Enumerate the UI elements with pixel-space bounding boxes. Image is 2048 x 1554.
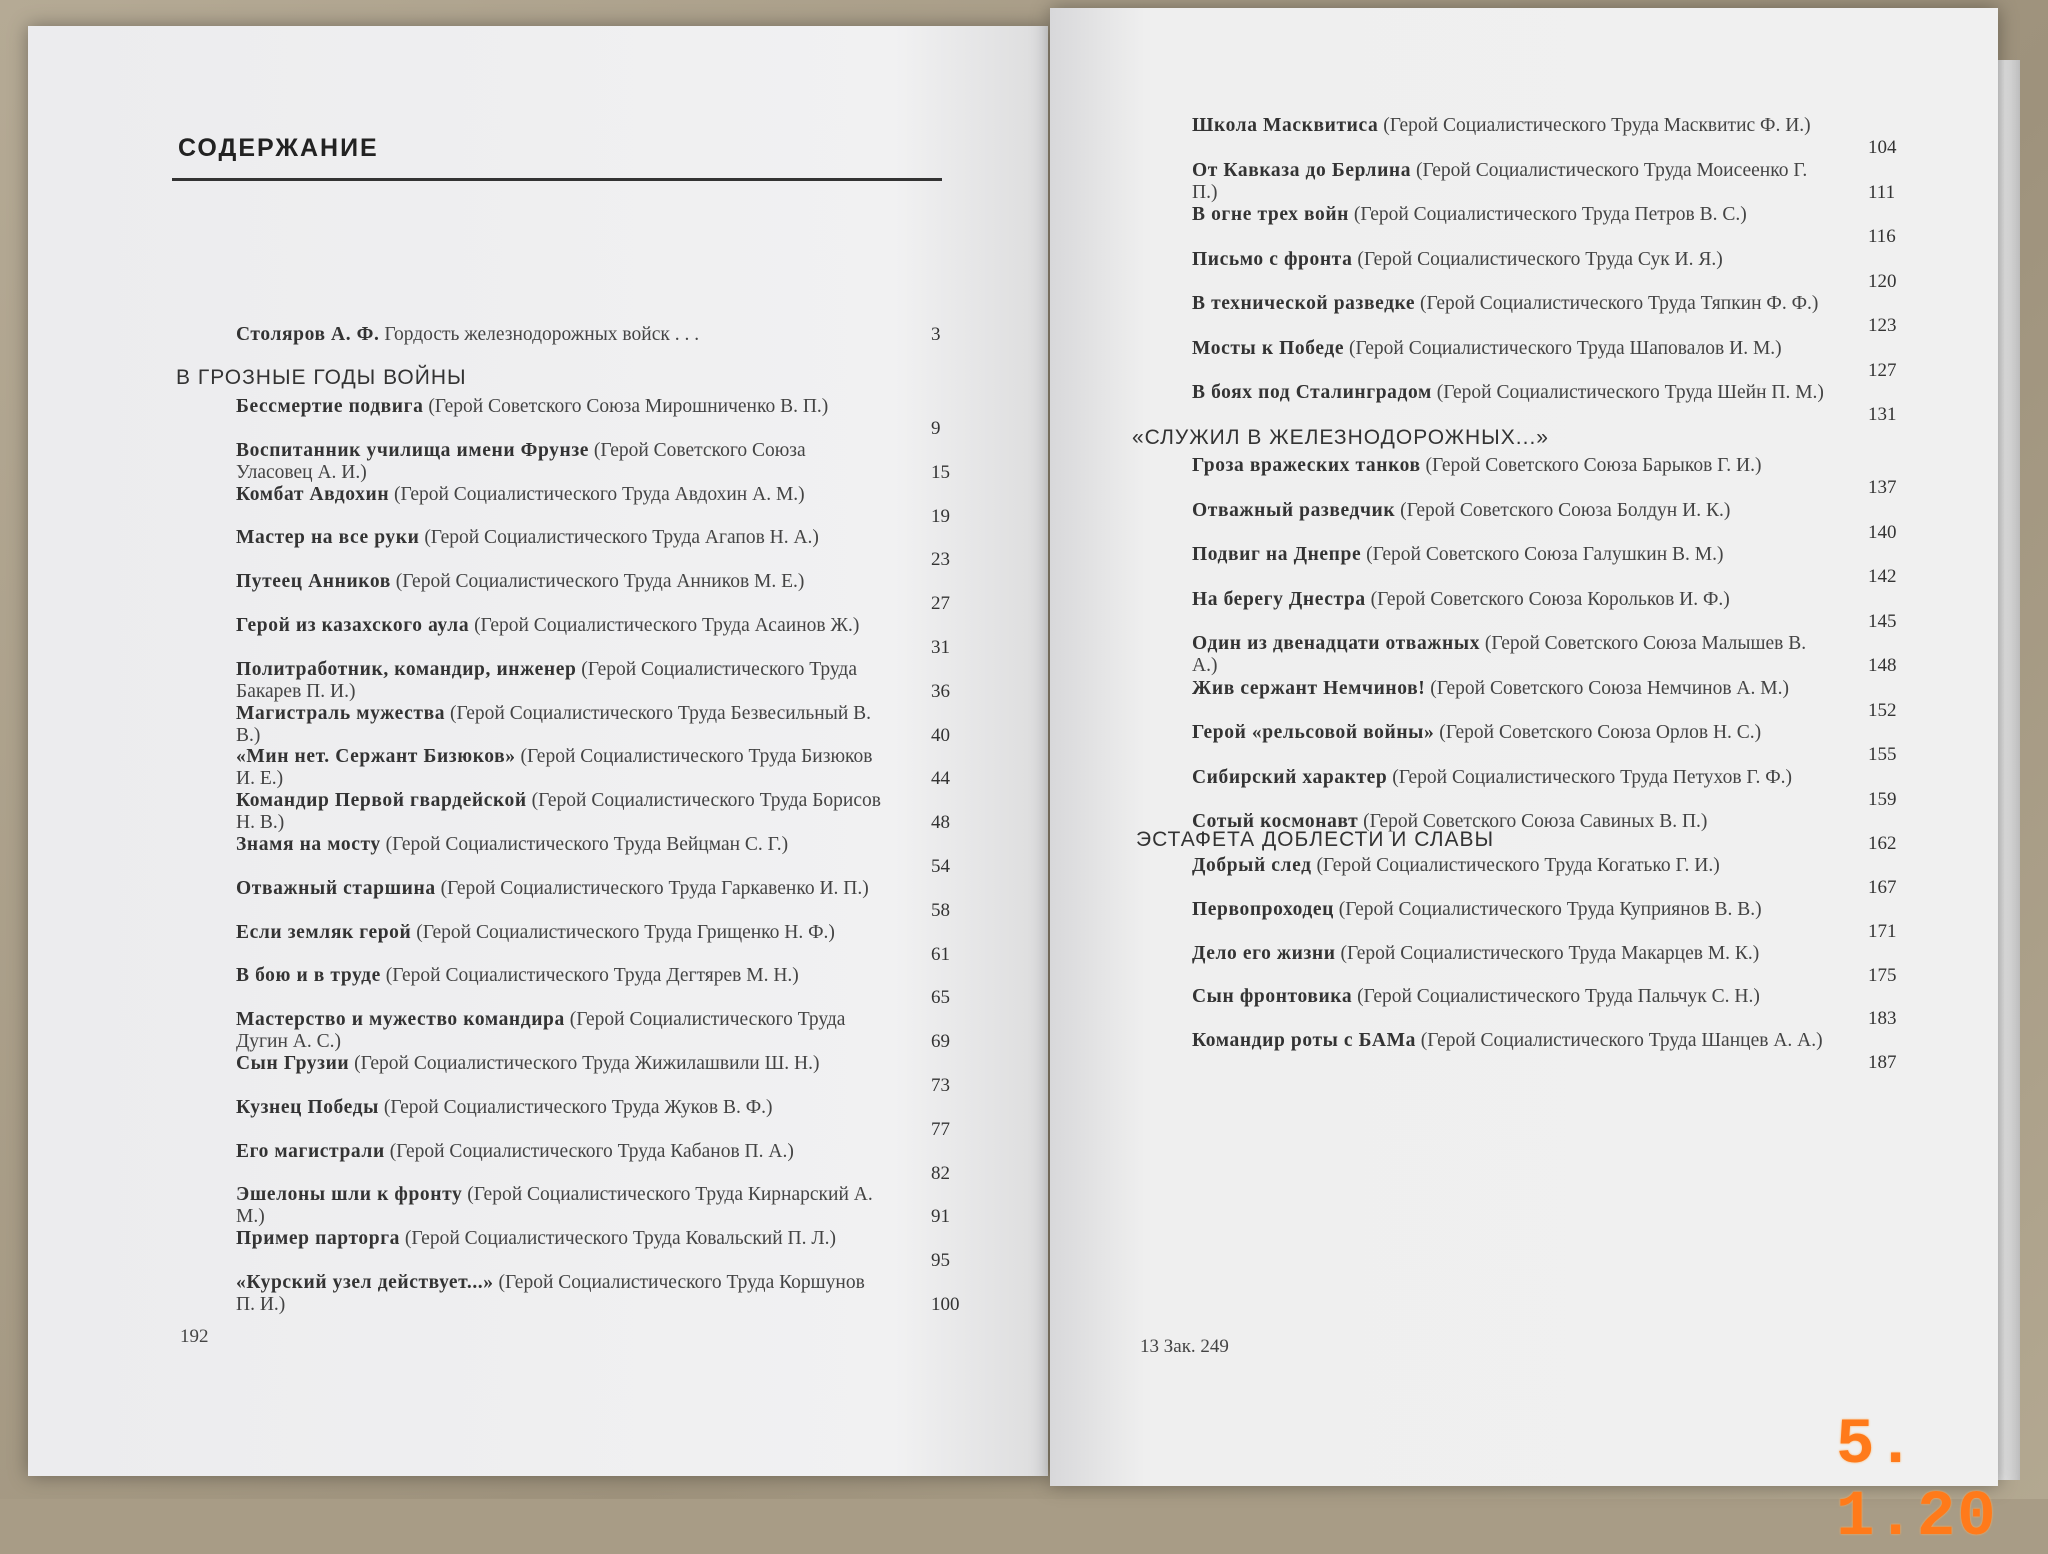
entry-page-number: 58 [931, 899, 950, 921]
toc-entry [1192, 115, 1897, 158]
entry-hero: (Герой Социалистического Труда Анников М. Е.) [390, 571, 805, 593]
entry-title: Комбат Авдохин [236, 483, 390, 505]
entry-title: Подвиг на Днепре [1192, 544, 1362, 565]
entry-page-number: 65 [931, 987, 950, 1009]
entry-page-number: 137 [1868, 477, 1897, 498]
section-heading-2: «СЛУЖИЛ В ЖЕЛЕЗНОДОРОЖНЫХ...» [1132, 426, 1549, 449]
entry-page-number: 104 [1868, 137, 1897, 158]
entry-title: Политработник, командир, инженер [236, 658, 577, 680]
entry-hero: (Герой Социалистического Труда Бизюков И. Е.) [236, 746, 873, 790]
entry-hero: (Герой Социалистического Труда Гаркавенко И. П.) [435, 877, 869, 899]
entry-title: Магистраль мужества [236, 702, 446, 724]
entry-page-number: 44 [931, 768, 950, 790]
entry-hero: (Герой Социалистического Труда Грищенко Н. Ф.) [411, 921, 835, 943]
entry-hero: (Герой Социалистического Труда Кабанов П. А.) [384, 1140, 794, 1162]
toc-entry [236, 527, 950, 571]
entry-hero: (Герой Социалистического Труда Моисеенко Г. П.) [1192, 159, 1808, 203]
entry-page-number: 116 [1868, 226, 1896, 247]
entry-hero: (Герой Социалистического Труда Пальчук С. Н.) [1352, 986, 1760, 1008]
entry-page-number: 187 [1868, 1052, 1897, 1074]
entry-hero: (Герой Социалистического Труда Жуков В. Ф.) [378, 1096, 773, 1118]
entry-hero: (Герой Советского Союза Барыков Г. И.) [1420, 455, 1762, 476]
entry-page-number: 127 [1868, 359, 1897, 381]
entry-title: Мосты к Победе [1192, 337, 1345, 359]
entry-hero: (Герой Советского Союза Мирошниченко В. П.) [423, 396, 829, 417]
camera-date-stamp: 5. 1.20 [1836, 1410, 1998, 1554]
toc-entry [236, 571, 950, 615]
toc-heading: СОДЕРЖАНИЕ [178, 134, 379, 162]
toc-entry [236, 483, 950, 527]
entry-hero: (Герой Социалистического Труда Кирнарский А. М.) [236, 1184, 873, 1228]
entry-title: В огне трех войн [1192, 204, 1350, 225]
toc-entry [1192, 293, 1897, 336]
entry-title: Один из двенадцати отважных [1192, 633, 1481, 654]
entry-page-number: 148 [1868, 655, 1897, 676]
entry-title: Командир роты с БАМа [1192, 1030, 1416, 1052]
entry-hero: (Герой Социалистического Труда Безвесильный В. В.) [236, 702, 872, 746]
entry-page-number: 162 [1868, 833, 1897, 854]
entry-hero: (Герой Социалистического Труда Макарцев М. К.) [1335, 942, 1760, 964]
toc-entry [236, 1140, 950, 1184]
entry-hero: (Герой Социалистического Труда Агапов Н. А.) [419, 527, 819, 549]
entry-title: В бою и в труде [236, 965, 381, 987]
right-folio: 13 Зак. 249 [1140, 1336, 1229, 1357]
entry-page-number: 120 [1868, 270, 1897, 292]
toc-entry [236, 877, 950, 921]
entry-title: Школа Масквитиса [1192, 115, 1379, 136]
toc-entry [1192, 588, 1897, 632]
entry-page-number: 23 [931, 549, 950, 571]
entry-title: Герой из казахского аула [236, 615, 470, 636]
entry-title: Мастер на все руки [236, 527, 420, 549]
toc-entry [1192, 159, 1896, 204]
entry-title: Сибирский характер [1192, 766, 1388, 788]
entry-hero: (Герой Советского Союза Галушкин В. М.) [1361, 544, 1724, 565]
toc-entry [1192, 898, 1897, 942]
entry-page-number: 19 [931, 505, 950, 527]
entry-title: Сын Грузии [236, 1053, 350, 1074]
toc-entry [236, 921, 950, 965]
toc-entry [236, 439, 950, 484]
entry-hero: (Герой Социалистического Труда Шейн П. М.) [1431, 382, 1824, 403]
toc-entry [236, 1053, 950, 1096]
intro-page: 3 [931, 324, 941, 345]
entry-page-number: 171 [1868, 920, 1897, 942]
entry-title: Отважный разведчик [1192, 499, 1396, 521]
entry-title: Эшелоны шли к фронту [236, 1184, 463, 1206]
entry-title: «Мин нет. Сержант Бизюков» [236, 746, 516, 768]
entry-page-number: 27 [931, 593, 950, 615]
toc-entry [1192, 677, 1897, 721]
entry-hero: (Герой Социалистического Труда Жижилашвили Ш. Н.) [349, 1053, 820, 1074]
entry-page-number: 131 [1868, 404, 1897, 425]
toc-entry [236, 965, 950, 1009]
entry-title: В технической разведке [1192, 293, 1416, 314]
entry-page-number: 54 [931, 856, 950, 877]
entry-hero: (Герой Советского Союза Савиных В. П.) [1358, 811, 1708, 832]
entry-page-number: 111 [1868, 181, 1896, 203]
entry-page-number: 95 [931, 1250, 950, 1272]
toc-entry [236, 1228, 950, 1272]
entry-page-number: 69 [931, 1031, 950, 1053]
toc-entry [1192, 544, 1897, 587]
entry-hero: (Герой Советского Союза Орлов Н. С.) [1434, 722, 1762, 743]
entry-hero: (Герой Социалистического Труда Дегтярев М. Н.) [380, 965, 799, 987]
toc-entry [1192, 855, 1897, 898]
entry-page-number: 175 [1868, 964, 1897, 986]
entry-page-number: 77 [931, 1118, 950, 1140]
toc-entry [1192, 942, 1897, 986]
entry-hero: (Герой Социалистического Труда Тяпкин Ф. Ф.) [1415, 293, 1819, 314]
entry-hero: (Герой Социалистического Труда Масквитис Ф. И.) [1378, 115, 1811, 136]
toc-entry [236, 834, 950, 877]
entry-page-number: 15 [931, 461, 950, 483]
entry-page-number: 123 [1868, 315, 1897, 336]
toc-entry [236, 1272, 960, 1316]
entry-title: Кузнец Победы [236, 1096, 379, 1118]
entry-page-number: 183 [1868, 1008, 1897, 1030]
toc-entry [1192, 455, 1897, 498]
entry-hero: (Герой Социалистического Труда Петухов Г. Ф.) [1387, 766, 1792, 788]
entry-title: Первопроходец [1192, 898, 1334, 920]
intro-author: Столяров А. Ф. [236, 324, 380, 345]
toc-entry [1192, 986, 1897, 1030]
entry-hero: (Герой Социалистического Труда Шанцев А. А.) [1415, 1030, 1823, 1052]
entry-title: От Кавказа до Берлина [1192, 159, 1412, 181]
toc-entry [1192, 766, 1897, 810]
entry-title: Знамя на мосту [236, 834, 381, 855]
toc-entry [236, 1184, 950, 1228]
entry-title: В боях под Сталинградом [1192, 382, 1432, 403]
entry-page-number: 91 [931, 1206, 950, 1228]
toc-entry [1192, 204, 1896, 247]
toc-entry [236, 746, 950, 790]
entry-hero: (Герой Социалистического Труда Вейцман С. Г.) [380, 834, 789, 855]
section-heading-3: ЭСТАФЕТА ДОБЛЕСТИ И СЛАВЫ [1136, 828, 1495, 851]
entry-title: Его магистрали [236, 1140, 385, 1162]
entry-title: Дело его жизни [1192, 942, 1336, 964]
intro-entry [236, 324, 941, 346]
entry-title: Пример парторга [236, 1228, 401, 1250]
toc-entry [1192, 382, 1897, 425]
entry-page-number: 140 [1868, 521, 1897, 543]
toc-entry [1192, 722, 1897, 765]
entry-page-number: 48 [931, 812, 950, 834]
entry-hero: (Герой Социалистического Труда Асаинов Ж.) [469, 615, 860, 636]
toc-entry [236, 1009, 950, 1053]
entry-hero: (Герой Социалистического Труда Бакарев П. И.) [236, 658, 857, 702]
entry-title: Гроза вражеских танков [1192, 455, 1421, 476]
toc-entry [236, 615, 950, 658]
entry-hero: (Герой Советского Союза Немчинов А. М.) [1425, 677, 1789, 699]
entry-title: Командир Первой гвардейской [236, 790, 527, 812]
entry-hero: (Герой Советского Союза Болдун И. К.) [1395, 499, 1731, 521]
entry-title: Отважный старшина [236, 877, 436, 899]
right-page [1050, 8, 1998, 1486]
entry-page-number: 142 [1868, 566, 1897, 587]
entry-hero: (Герой Социалистического Труда Ковальский П. Л.) [400, 1228, 836, 1250]
toc-entry [236, 396, 941, 439]
entry-hero: (Герой Социалистического Труда Петров В. С.) [1349, 204, 1747, 225]
toc-entry [236, 790, 950, 834]
entry-title: Письмо с фронта [1192, 248, 1353, 270]
entry-page-number: 159 [1868, 788, 1897, 810]
entry-page-number: 167 [1868, 877, 1897, 898]
entry-title: Путеец Анников [236, 571, 391, 593]
entry-page-number: 61 [931, 943, 950, 965]
toc-entry [1192, 1030, 1897, 1074]
heading-rule [172, 178, 942, 181]
entry-page-number: 73 [931, 1075, 950, 1096]
entry-page-number: 100 [931, 1294, 960, 1315]
toc-entry [1192, 337, 1897, 381]
toc-entry [1192, 248, 1897, 292]
entry-hero: (Герой Социалистического Труда Дугин А. С.) [236, 1009, 846, 1053]
intro-title: Гордость железнодорожных войск . . . [379, 324, 700, 345]
section-heading-1: В ГРОЗНЫЕ ГОДЫ ВОЙНЫ [176, 366, 467, 389]
entry-page-number: 36 [931, 680, 950, 702]
entry-page-number: 31 [931, 637, 950, 658]
entry-title: Добрый след [1192, 855, 1312, 876]
entry-page-number: 152 [1868, 699, 1897, 721]
toc-entry [1192, 633, 1897, 677]
entry-hero: (Герой Социалистического Труда Шаповалов И. М.) [1344, 337, 1782, 359]
entry-title: Сын фронтовика [1192, 986, 1353, 1008]
entry-hero: (Герой Социалистического Труда Куприянов В. В.) [1333, 898, 1762, 920]
entry-title: На берегу Днестра [1192, 588, 1366, 610]
toc-entry [236, 658, 950, 703]
entry-hero: (Герой Социалистического Труда Авдохин А. М.) [389, 483, 805, 505]
entry-hero: (Герой Социалистического Труда Сук И. Я.) [1352, 248, 1723, 270]
entry-page-number: 82 [931, 1162, 950, 1184]
left-folio: 192 [180, 1326, 209, 1347]
entry-hero: (Герой Советского Союза Малышев В. А.) [1192, 633, 1807, 676]
entry-hero: (Герой Социалистического Труда Коршунов П. И.) [236, 1272, 865, 1315]
entry-title: Если земляк герой [236, 921, 412, 943]
entry-title: Воспитанник училища имени Фрунзе [236, 439, 590, 461]
entry-page-number: 145 [1868, 610, 1897, 632]
entry-title: Мастерство и мужество командира [236, 1009, 565, 1031]
entry-title: Сотый космонавт [1192, 811, 1359, 832]
entry-title: Герой «рельсовой войны» [1192, 722, 1435, 743]
entry-title: Бессмертие подвига [236, 396, 424, 417]
entry-hero: (Герой Советского Союза Уласовец А. И.) [236, 439, 806, 483]
entry-page-number: 9 [931, 418, 941, 439]
entry-hero: (Герой Советского Союза Корольков И. Ф.) [1365, 588, 1730, 610]
toc-entry [1192, 499, 1897, 543]
entry-title: «Курский узел действует...» [236, 1272, 494, 1293]
entry-page-number: 40 [931, 724, 950, 746]
entry-page-number: 155 [1868, 744, 1897, 765]
entry-title: Жив сержант Немчинов! [1192, 677, 1426, 699]
toc-entry [236, 702, 950, 747]
entry-hero: (Герой Социалистического Труда Борисов Н. В.) [236, 790, 881, 834]
entry-hero: (Герой Социалистического Труда Когатько Г. И.) [1311, 855, 1720, 876]
toc-entry [236, 1096, 950, 1140]
